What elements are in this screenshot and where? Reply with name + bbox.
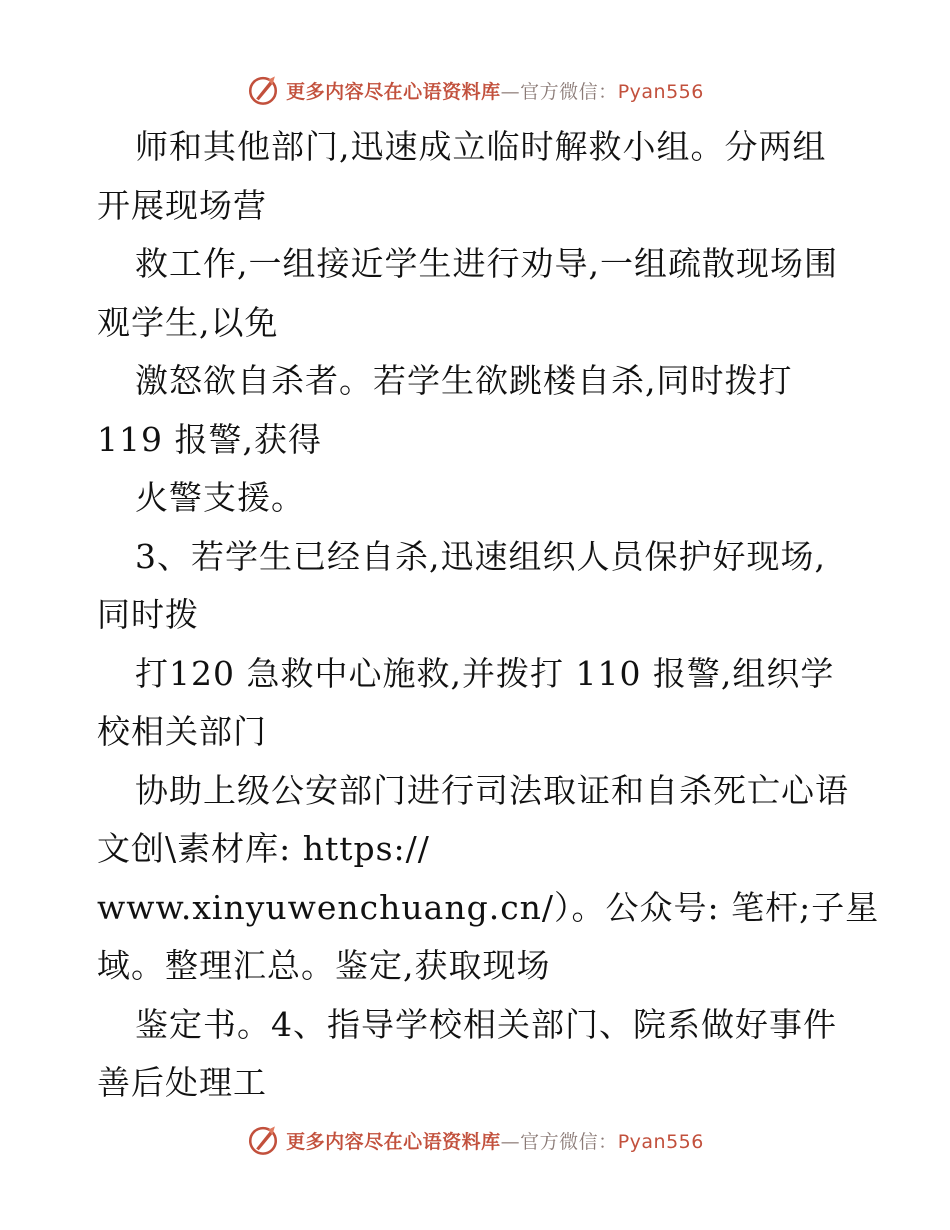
text-line: 打120 急救中心施救,并拨打 110 报警,组织学 <box>135 653 835 693</box>
text-line: www.xinyuwenchuang.cn/）。公众号: 笔杆;子星 <box>97 887 880 927</box>
text-line: 观学生,以免 <box>97 302 279 342</box>
footer-banner <box>0 1118 950 1162</box>
header-dash: — <box>500 80 521 103</box>
text-line: 同时拨 <box>97 595 199 634</box>
text-line: 激怒欲自杀者。若学生欲跳楼自杀,同时拨打 <box>135 361 793 400</box>
text-line: 域。整理汇总。鉴定,获取现场 <box>97 946 551 985</box>
text-line: 119 报警,获得 <box>97 419 322 459</box>
header-text <box>286 77 704 104</box>
footer-dash: — <box>500 1130 521 1153</box>
text-line: 善后处理工 <box>97 1063 267 1102</box>
footer-text <box>286 1127 704 1154</box>
document-body <box>97 118 880 1113</box>
footer-brand: 更多内容尽在心语资料库 <box>286 1130 501 1153</box>
text-line: 文创\素材库: https:// <box>97 829 430 868</box>
quill-logo-icon <box>246 73 280 107</box>
text-line: 火警支援。 <box>135 478 305 517</box>
text-line: 救工作,一组接近学生进行劝导,一组疏散现场围 <box>135 244 838 283</box>
footer-wechat-id: Pyan556 <box>617 1130 704 1153</box>
text-line: 3、若学生已经自杀,迅速组织人员保护好现场, <box>135 536 826 576</box>
header-official-label: 官方微信： <box>520 80 618 103</box>
header-wechat-id: Pyan556 <box>617 80 704 103</box>
footer-official-label: 官方微信： <box>520 1130 618 1153</box>
text-line: 协助上级公安部门进行司法取证和自杀死亡心语 <box>135 770 849 810</box>
text-line: 师和其他部门,迅速成立临时解救小组。分两组 <box>135 127 827 166</box>
quill-logo-icon <box>246 1123 280 1157</box>
text-line: 鉴定书。4、指导学校相关部门、院系做好事件 <box>135 1004 837 1044</box>
header-banner <box>0 68 950 112</box>
header-brand: 更多内容尽在心语资料库 <box>286 80 501 103</box>
text-line: 开展现场营 <box>97 185 267 225</box>
text-line: 校相关部门 <box>97 712 267 751</box>
